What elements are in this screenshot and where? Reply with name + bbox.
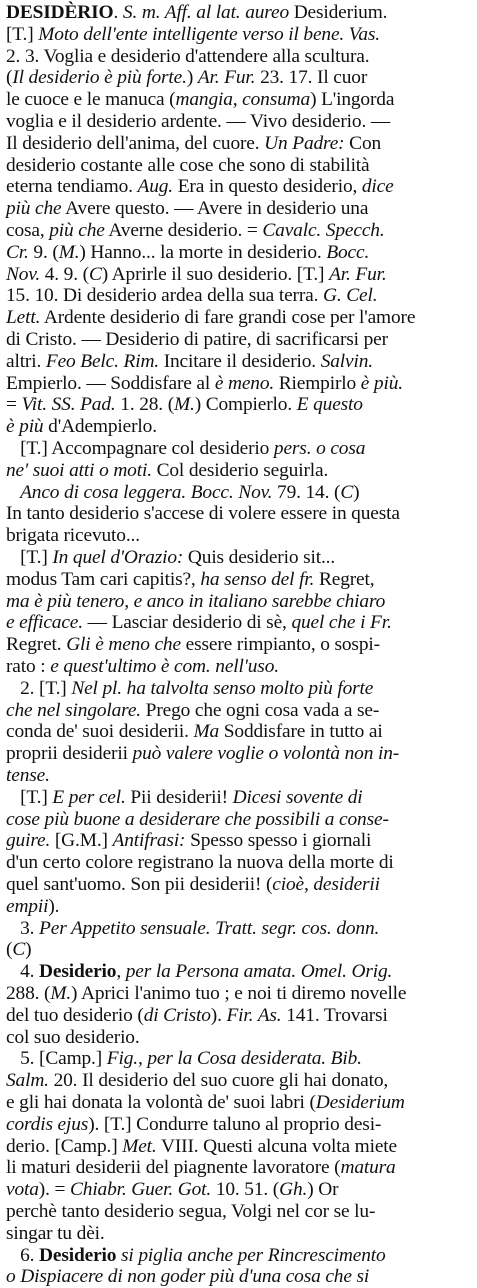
entry-line xyxy=(6,787,471,809)
entry-text-segment: M. xyxy=(174,394,195,416)
entry-text-segment: 10. 51. ( xyxy=(211,1179,280,1201)
entry-text-segment: ( xyxy=(6,67,13,89)
entry-text-segment: Fir. As. xyxy=(226,1004,282,1026)
entry-text-segment: aureo xyxy=(245,2,289,23)
entry-text-segment: E per cel. xyxy=(52,786,126,808)
entry-text-segment: 1. 28. ( xyxy=(115,394,175,416)
entry-text-segment: Desiderio xyxy=(39,1244,117,1266)
entry-text-segment: Un Padre: xyxy=(264,132,345,154)
entry-text-segment: dice xyxy=(361,176,394,198)
entry-text-segment: cordis ejus xyxy=(6,1113,89,1135)
entry-text-segment: vota xyxy=(6,1179,39,1201)
entry-text-segment: Empierlo. — Soddisfare al xyxy=(6,372,215,394)
entry-text-segment: Nov. xyxy=(6,263,41,285)
entry-line xyxy=(6,111,471,133)
entry-text-segment: ) Hanno... la morte in desiderio. xyxy=(79,241,327,263)
entry-text-segment: 4. xyxy=(6,961,40,983)
entry-text-segment: desiderio costante alle cose che sono di stabilità xyxy=(6,154,370,176)
entry-text-segment: Ma xyxy=(193,721,220,743)
entry-text-segment: perchè tanto desiderio segua, Volgi nel cor se lu- xyxy=(6,1201,376,1222)
entry-text-segment: Per Appetito sensuale. Tratt. segr. cos. donn. xyxy=(39,917,380,939)
entry-text-segment: — Lasciar desiderio di sè, xyxy=(82,612,292,634)
entry-line xyxy=(6,569,471,591)
entry-text-segment: le cuoce e le manuca ( xyxy=(6,89,176,111)
entry-text-segment: Avere questo. — Avere in desiderio una xyxy=(61,198,369,220)
entry-text-segment: ma è più tenero, e anco in italiano sarebbe chiaro xyxy=(6,590,386,612)
entry-text-segment: Feo Belc. Rim. xyxy=(45,350,159,372)
entry-line xyxy=(6,918,471,940)
entry-text-segment: Bocc. xyxy=(326,241,370,263)
entry-line xyxy=(6,460,471,482)
entry-line xyxy=(6,1201,471,1223)
entry-text-segment: voglia e il desiderio ardente. — Vivo desiderio. — xyxy=(6,111,391,132)
entry-line xyxy=(6,1070,471,1092)
entry-text-segment: ) Or xyxy=(307,1179,339,1201)
entry-line xyxy=(6,1157,471,1179)
entry-text-segment: 9. ( xyxy=(28,241,59,263)
entry-text-segment: d'un certo colore registrano la nuova della morte di xyxy=(6,852,394,874)
entry-text-segment: e gli hai donata la volontà de' suoi labri ( xyxy=(6,1092,316,1113)
entry-text-segment: In tanto desiderio s'accese di volere essere in questa xyxy=(6,503,400,525)
entry-line xyxy=(6,1092,471,1114)
entry-text-segment: ne' suoi atti o moti. xyxy=(6,459,152,481)
entry-text-segment: In quel d'Orazio: xyxy=(52,547,184,568)
entry-text-segment: eterna tendiamo. xyxy=(6,176,138,198)
entry-line xyxy=(6,394,471,416)
entry-text-segment: [T.] xyxy=(6,23,39,45)
entry-text-segment: Dicesi sovente di xyxy=(232,786,363,808)
entry-text-segment: d'Adempierlo. xyxy=(43,416,157,438)
entry-text-segment: cioè, desiderii xyxy=(272,874,380,895)
entry-text-segment: guire. xyxy=(6,830,51,852)
entry-line xyxy=(6,1223,471,1245)
entry-line xyxy=(6,264,471,286)
entry-text-segment: Prego che ogni cosa vada a se- xyxy=(140,699,380,721)
entry-line xyxy=(6,89,471,111)
entry-line xyxy=(6,351,471,373)
entry-text-segment: tense. xyxy=(6,765,50,786)
entry-text-segment: [T.] xyxy=(6,786,53,808)
entry-text-segment: VIII. Questi alcuna volta miete xyxy=(156,1135,398,1157)
entry-line xyxy=(6,67,471,89)
entry-text-segment: Spesso spesso i giornali xyxy=(185,830,372,852)
entry-text-segment: ) Aprici l'animo tuo ; e noi ti diremo novelle xyxy=(71,983,407,1004)
entry-text-segment: empii xyxy=(6,895,49,917)
entry-text-segment: Cr. xyxy=(6,241,29,263)
entry-text-segment: Chiabr. Guer. Got. xyxy=(69,1179,212,1201)
entry-text-segment: ) L'ingorda xyxy=(310,89,395,111)
entry-line xyxy=(6,678,471,700)
entry-text-segment: Salm. xyxy=(6,1070,49,1092)
entry-text-segment: mangia, consuma xyxy=(175,89,311,111)
entry-line xyxy=(6,242,471,264)
entry-line xyxy=(6,46,471,68)
entry-text-segment xyxy=(6,482,20,503)
entry-line xyxy=(6,133,471,155)
entry-text-segment: Antifrasi: xyxy=(112,830,186,852)
entry-text-segment: può valere voglie o volontà non in- xyxy=(132,743,400,765)
entry-text-segment: 141. Trovarsi xyxy=(281,1004,388,1026)
entry-text-segment: col suo desiderio. xyxy=(6,1026,140,1048)
entry-text-segment: Aug. xyxy=(137,176,173,198)
entry-line xyxy=(6,24,471,46)
entry-text-segment: ) Compierlo. xyxy=(194,394,297,416)
entry-line xyxy=(6,743,471,765)
entry-text-segment: conda de' suoi desiderii. xyxy=(6,721,194,743)
entry-text-segment: 79. 14. ( xyxy=(272,481,341,503)
entry-text-segment: più che xyxy=(6,198,62,220)
entry-text-segment: del tuo desiderio ( xyxy=(6,1004,144,1026)
entry-text-segment: più che xyxy=(49,220,105,241)
entry-text-segment: Gli è meno che xyxy=(66,634,181,656)
entry-line xyxy=(6,1114,471,1136)
entry-text-segment: Regret, xyxy=(314,568,375,590)
entry-text-segment: Riempirlo xyxy=(274,372,361,394)
entry-line xyxy=(6,155,471,177)
entry-text-segment: di Cristo. — Desiderio di patire, di sacrificarsi per xyxy=(6,329,388,350)
entry-text-segment: [G.M.] xyxy=(50,830,113,852)
entry-text-segment: ). = xyxy=(38,1179,70,1201)
entry-text-segment: Desiderium xyxy=(315,1092,405,1113)
entry-line xyxy=(6,307,471,329)
entry-line xyxy=(6,612,471,634)
entry-text-segment: [T.] Accompagnare col desiderio xyxy=(6,438,274,459)
entry-line xyxy=(6,2,471,24)
entry-text-segment: si piglia anche per Rincrescimento xyxy=(121,1244,386,1266)
entry-text-segment: li maturi desiderii del piagnente lavoratore ( xyxy=(6,1157,341,1179)
entry-text-segment: Il desiderio dell'anima, del cuore. xyxy=(6,132,265,154)
entry-line xyxy=(6,176,471,198)
entry-line xyxy=(6,547,471,569)
entry-line xyxy=(6,525,471,547)
entry-line xyxy=(6,220,471,242)
entry-text-segment: rato : xyxy=(6,656,51,677)
entry-text-segment: Desiderium. xyxy=(289,2,388,23)
entry-text-segment: ). xyxy=(210,1004,227,1026)
entry-text-segment: Regret. xyxy=(6,634,67,656)
entry-text-segment: Nel pl. ha talvolta senso molto più forte xyxy=(71,677,374,699)
entry-text-segment: derio. [Camp.] xyxy=(6,1135,123,1157)
entry-text-segment: Pii desiderii! xyxy=(125,786,233,808)
entry-line xyxy=(6,939,471,961)
entry-text-segment: ( xyxy=(6,939,13,961)
entry-text-segment: . xyxy=(113,2,123,23)
entry-text-segment: altri. xyxy=(6,350,46,372)
entry-line xyxy=(6,591,471,613)
entry-text-segment: è meno. xyxy=(214,372,275,394)
entry-text-segment: 4. 9. ( xyxy=(40,263,89,285)
entry-line xyxy=(6,765,471,787)
entry-text-segment: Era in questo desiderio, xyxy=(173,176,362,198)
entry-text-segment: = xyxy=(6,394,22,416)
entry-text-segment: è più xyxy=(6,416,44,438)
entry-line xyxy=(6,983,471,1005)
entry-text-segment: quel sant'uomo. Son pii desiderii! ( xyxy=(6,874,273,895)
entry-text-segment: 20. Il desiderio del suo cuore gli hai donato, xyxy=(48,1070,389,1092)
entry-text-segment: S. m. Aff. al lat. xyxy=(122,2,241,23)
entry-text-segment: pers. o cosa xyxy=(273,438,366,459)
entry-text-segment: singar tu dèi. xyxy=(6,1222,105,1244)
entry-text-segment: e quest'ultimo è com. nell'uso. xyxy=(50,656,279,677)
entry-line xyxy=(6,1245,471,1267)
entry-text-segment: Lett. xyxy=(6,307,41,329)
entry-text-segment: brigata ricevuto... xyxy=(6,525,140,547)
entry-text-segment: matura xyxy=(340,1157,396,1179)
entry-text-segment: G. Cel. xyxy=(323,285,378,307)
entry-line xyxy=(6,961,471,983)
entry-text-segment: Cavalc. Specch. xyxy=(262,220,385,241)
entry-text-segment: 5. [Camp.] xyxy=(6,1048,107,1070)
entry-line xyxy=(6,830,471,852)
entry-line xyxy=(6,416,471,438)
entry-text-segment: M. xyxy=(50,983,72,1004)
entry-line xyxy=(6,721,471,743)
entry-text-segment: 3. xyxy=(6,917,40,939)
entry-text-segment: che nel singolare. xyxy=(6,699,141,721)
entry-text-segment: modus Tam cari capitis?, xyxy=(6,568,201,590)
entry-text-segment: ). [T.] Condurre taluno al proprio desi- xyxy=(88,1113,382,1135)
entry-text-segment: di Cristo xyxy=(143,1004,211,1026)
headword: DESIDÈRIO xyxy=(6,2,114,23)
entry-text-segment: o Dispiacere di non goder più d'una cosa che si xyxy=(6,1266,370,1288)
entry-line xyxy=(6,634,471,656)
entry-line xyxy=(6,852,471,874)
entry-line xyxy=(6,874,471,896)
entry-line xyxy=(6,1266,471,1288)
entry-text-segment: , xyxy=(116,961,126,983)
entry-text-segment: E questo xyxy=(296,394,363,416)
entry-text-segment: Soddisfare in tutto ai xyxy=(219,721,383,743)
entry-line xyxy=(6,285,471,307)
entry-text-segment: cose più buone a desiderare che possibili a conse- xyxy=(6,808,389,830)
entry-line xyxy=(6,1136,471,1158)
entry-text-segment: Averne desiderio. = xyxy=(104,220,263,241)
entry-text-segment: [T.] xyxy=(6,547,53,568)
entry-text-segment: Desiderio xyxy=(39,961,117,983)
entry-text-segment: 23. 17. Il cuor xyxy=(255,67,368,89)
entry-text-segment: 6. xyxy=(6,1244,40,1266)
entry-line xyxy=(6,1179,471,1201)
entry-text-segment: C xyxy=(340,481,354,503)
entry-line xyxy=(6,809,471,831)
entry-text-segment: essere rimpianto, o sospi- xyxy=(180,634,380,656)
entry-line xyxy=(6,656,471,678)
entry-line xyxy=(6,1048,471,1070)
entry-text-segment: 15. 10. Di desiderio ardea della sua terra. xyxy=(6,285,323,307)
entry-line xyxy=(6,896,471,918)
entry-line xyxy=(6,1027,471,1049)
entry-text-segment: 2. 3. Voglia e desiderio d'attendere alla scultura. xyxy=(6,45,370,67)
entry-text-segment: ) xyxy=(186,67,198,89)
entry-text-segment: C xyxy=(88,263,102,285)
entry-text-segment: 2. [T.] xyxy=(6,677,72,699)
entry-text-segment: Fig., per la Cosa desiderata. Bib. xyxy=(106,1048,362,1070)
entry-text-segment: quel che i Fr. xyxy=(291,612,392,634)
entry-text-segment: ) xyxy=(25,939,32,961)
entry-text-segment: Incitare il desiderio. xyxy=(159,350,321,372)
entry-text-segment: cosa, xyxy=(6,220,50,241)
entry-line xyxy=(6,198,471,220)
entry-text-segment: Vit. SS. Pad. xyxy=(21,394,116,416)
entry-line xyxy=(6,1005,471,1027)
entry-text-segment: Quis desiderio sit... xyxy=(183,547,336,568)
entry-text-segment: Ar. Fur. xyxy=(197,67,256,89)
entry-line xyxy=(6,329,471,351)
entry-line xyxy=(6,700,471,722)
entry-text-segment: Con xyxy=(344,132,382,154)
entry-text-segment: Gh. xyxy=(279,1179,308,1201)
entry-text-segment: Ar. Fur. xyxy=(329,263,387,285)
entry-text-segment: Ardente desiderio di fare grandi cose per l'amore xyxy=(40,307,416,329)
entry-text-segment: C xyxy=(12,939,26,961)
entry-line xyxy=(6,503,471,525)
entry-text-segment: per la Persona amata. Omel. Orig. xyxy=(125,961,393,983)
entry-text-segment: Col desiderio seguirla. xyxy=(151,459,329,481)
entry-text-segment: ). xyxy=(48,895,60,917)
entry-text-segment: ha senso del fr. xyxy=(200,568,315,590)
entry-line xyxy=(6,438,471,460)
entry-text-segment: 288. ( xyxy=(6,983,51,1004)
entry-line xyxy=(6,482,471,504)
entry-text-segment: Il desiderio è più forte. xyxy=(12,67,187,89)
entry-text-segment: Salvin. xyxy=(320,350,373,372)
entry-text-segment: ) Aprirle il suo desiderio. [T.] xyxy=(101,263,330,285)
entry-text-segment: M. xyxy=(58,241,80,263)
entry-text-segment: Met. xyxy=(122,1135,157,1157)
entry-text-segment: proprii desiderii xyxy=(6,743,133,765)
entry-text-segment: è più. xyxy=(360,372,403,394)
entry-line xyxy=(6,373,471,395)
entry-text-segment: Moto dell'ente intelligente verso il bene. Vas. xyxy=(38,23,380,45)
entry-text-segment: Anco di cosa leggera. Bocc. Nov. xyxy=(20,481,273,503)
entry-text-segment: e efficace. xyxy=(6,612,83,634)
entry-text-segment: ) xyxy=(353,481,360,503)
